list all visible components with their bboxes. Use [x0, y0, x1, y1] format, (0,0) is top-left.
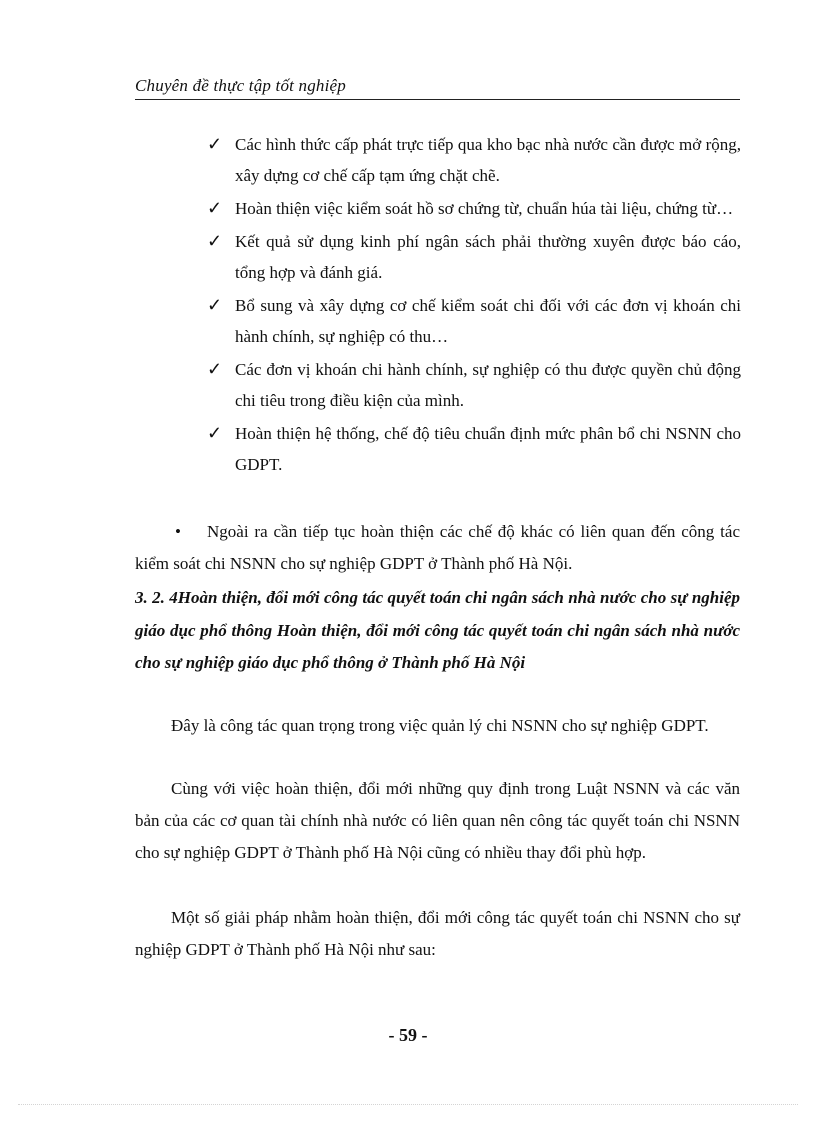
section-heading: 3. 2. 4Hoàn thiện, đổi mới công tác quyết toán chi ngân sách nhà nước cho sự nghiệp giáo dục phổ thông Hoàn thiện, đổi mới công tác quyết toán chi ngân sách nhà nước cho sự nghiệp giáo dục phổ thông ở Thành phố Hà Nội [135, 588, 740, 672]
body-paragraph: Đây là công tác quan trọng trong việc quản lý chi NSNN cho sự nghiệp GDPT. [171, 716, 709, 735]
checklist-item-text: Hoàn thiện việc kiểm soát hồ sơ chứng từ, chuẩn húa tài liệu, chứng từ… [235, 199, 734, 218]
checkmark-icon: ✓ [207, 231, 223, 251]
body-paragraph: Cùng với việc hoàn thiện, đổi mới những quy định trong Luật NSNN và các văn bản của các cơ quan tài chính nhà nước có liên quan nên công tác quyết toán chi NSNN cho sự nghiệp GDPT ở Thành phố Hà Nội cũng có nhiều thay đổi phù hợp. [135, 779, 740, 862]
checkmark-icon: ✓ [207, 423, 223, 443]
checklist-item-text: Các đơn vị khoán chi hành chính, sự nghiệp có thu được quyền chủ động chi tiêu trong điều kiện của mình. [235, 360, 741, 410]
body-paragraph: Một số giải pháp nhằm hoàn thiện, đổi mới công tác quyết toán chi NSNN cho sự nghiệp GDPT ở Thành phố Hà Nội như sau: [135, 908, 740, 959]
page-number: - 59 - [388, 1025, 428, 1045]
checklist-item [207, 193, 741, 224]
checklist-item [207, 129, 741, 191]
checklist-item-text: Bổ sung và xây dựng cơ chế kiểm soát chi đối với các đơn vị khoán chi hành chính, sự nghiệp có thu… [235, 296, 741, 346]
checklist-item-text: Kết quả sử dụng kinh phí ngân sách phải thường xuyên được báo cáo, tổng hợp và đánh giá. [235, 232, 741, 282]
bullet-paragraph [135, 516, 740, 580]
bullet-paragraph-text: Ngoài ra cần tiếp tục hoàn thiện các chế độ khác có liên quan đến công tác kiểm soát chi NSNN cho sự nghiệp GDPT ở Thành phố Hà Nội. [135, 522, 740, 573]
bullet-icon: • [175, 522, 181, 541]
checklist-item-text: Các hình thức cấp phát trực tiếp qua kho bạc nhà nước cần được mở rộng, xây dựng cơ chế cấp tạm ứng chặt chẽ. [235, 135, 741, 185]
checkmark-icon: ✓ [207, 198, 223, 218]
checklist-item [207, 418, 741, 480]
checkmark-icon: ✓ [207, 134, 223, 154]
checkmark-icon: ✓ [207, 295, 223, 315]
checklist-item-text: Hoàn thiện hệ thống, chế độ tiêu chuẩn định mức phân bổ chi NSNN cho GDPT. [235, 424, 741, 474]
page-header [135, 76, 740, 100]
checklist-item [207, 226, 741, 288]
page-edge [18, 1104, 798, 1105]
checkmark-icon: ✓ [207, 359, 223, 379]
checklist [207, 129, 741, 482]
checklist-item [207, 290, 741, 352]
checklist-item [207, 354, 741, 416]
header-title: Chuyên đề thực tập tốt nghiệp [135, 76, 347, 95]
